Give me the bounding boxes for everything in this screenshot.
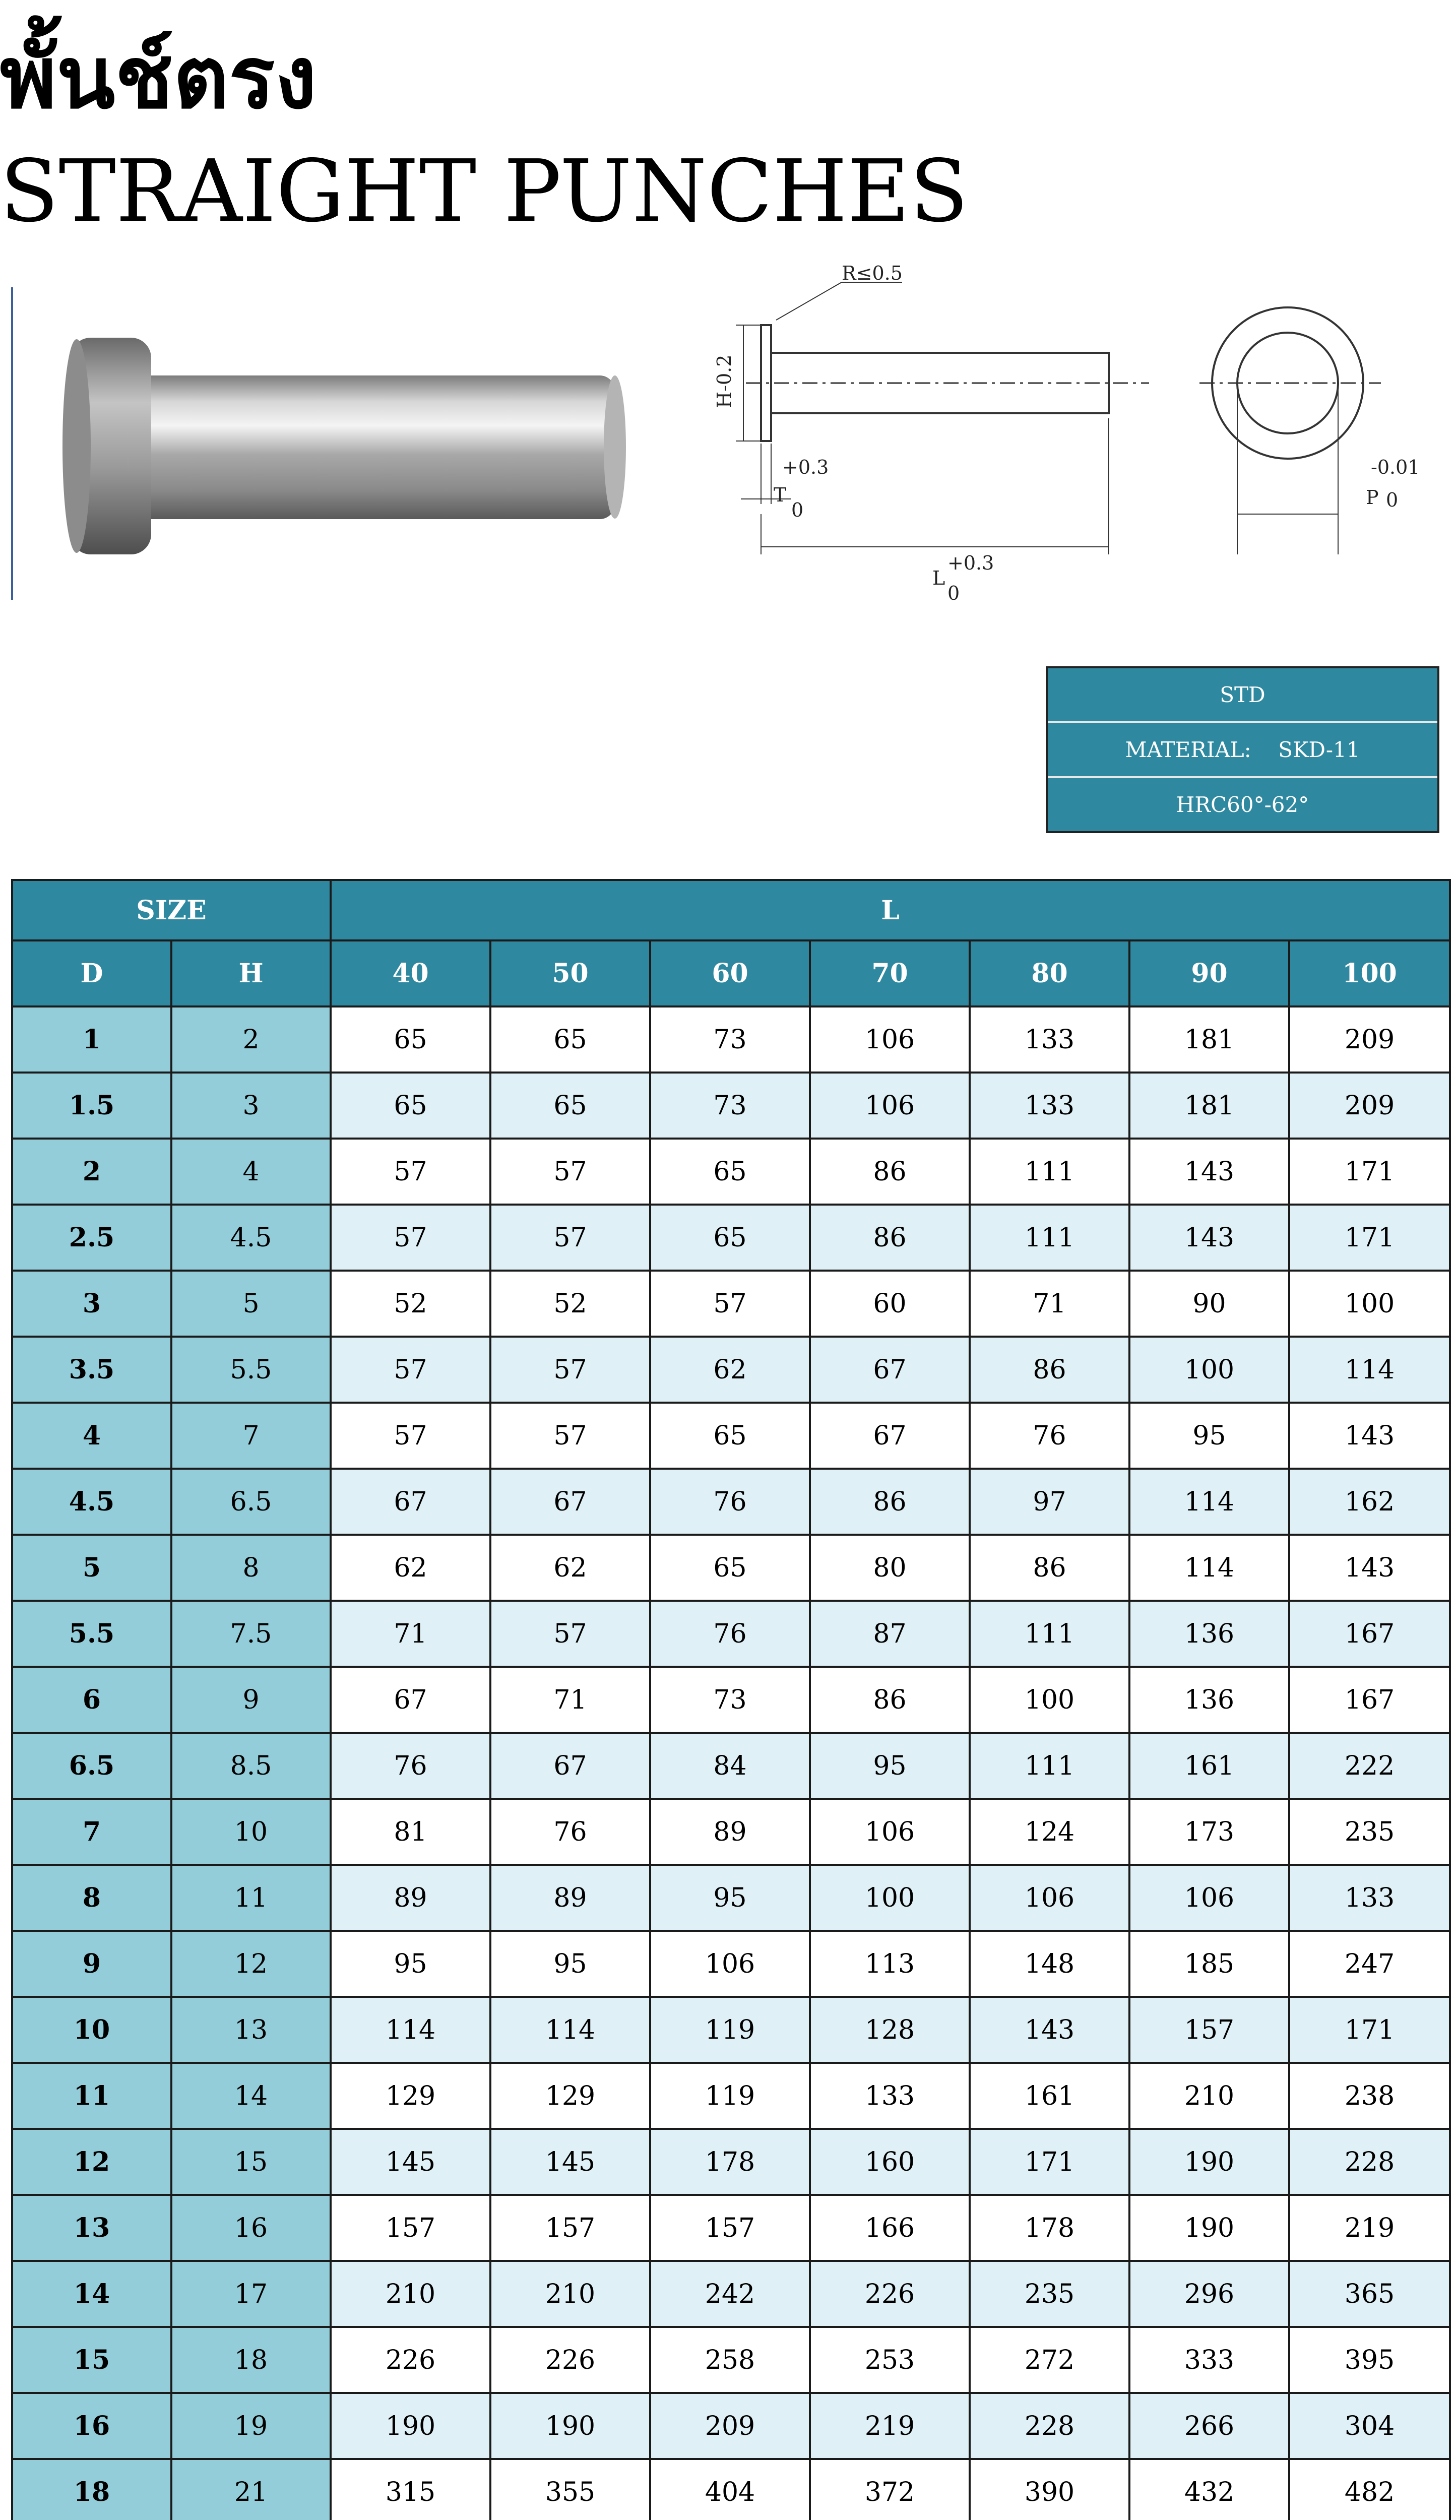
h-header: H	[171, 940, 331, 1006]
punch-photo	[55, 328, 630, 564]
price-cell: 114	[1289, 1337, 1450, 1403]
price-cell: 136	[1129, 1667, 1289, 1733]
price-cell: 87	[810, 1601, 970, 1667]
price-cell: 106	[810, 1799, 970, 1865]
table-row	[12, 2129, 1450, 2195]
price-cell: 95	[490, 1931, 650, 1997]
price-cell: 258	[650, 2327, 810, 2393]
price-cell: 238	[1289, 2063, 1450, 2129]
drawing-radius-label: R≤0.5	[842, 262, 903, 284]
drawing-t-tol-upper: +0.3	[782, 456, 829, 478]
diameter-cell: 10	[12, 1997, 171, 2063]
price-cell: 145	[331, 2129, 490, 2195]
price-cell: 266	[1129, 2393, 1289, 2459]
head-height-cell: 15	[171, 2129, 331, 2195]
diameter-cell: 11	[12, 2063, 171, 2129]
price-cell: 133	[970, 1006, 1129, 1073]
table-row	[12, 1931, 1450, 1997]
price-cell: 57	[331, 1139, 490, 1205]
price-cell: 97	[970, 1469, 1129, 1535]
head-height-cell: 3	[171, 1073, 331, 1139]
price-cell: 86	[810, 1469, 970, 1535]
table-row	[12, 1799, 1450, 1865]
drawing-h-label: H-0.2	[713, 354, 735, 408]
page-title-thai: พั้นช์ตรง	[0, 28, 317, 128]
diameter-cell: 1.5	[12, 1073, 171, 1139]
table-row	[12, 1205, 1450, 1271]
table-row	[12, 1139, 1450, 1205]
price-cell: 365	[1289, 2261, 1450, 2327]
price-cell: 160	[810, 2129, 970, 2195]
price-cell: 185	[1129, 1931, 1289, 1997]
price-cell: 86	[970, 1535, 1129, 1601]
price-cell: 62	[650, 1337, 810, 1403]
price-cell: 84	[650, 1733, 810, 1799]
diameter-cell: 5	[12, 1535, 171, 1601]
price-cell: 106	[810, 1073, 970, 1139]
head-height-cell: 8.5	[171, 1733, 331, 1799]
price-cell: 76	[970, 1403, 1129, 1469]
diameter-cell: 8	[12, 1865, 171, 1931]
price-cell: 190	[490, 2393, 650, 2459]
diameter-cell: 15	[12, 2327, 171, 2393]
price-cell: 52	[331, 1271, 490, 1337]
price-cell: 67	[331, 1469, 490, 1535]
price-cell: 89	[331, 1865, 490, 1931]
drawing-l-label: L	[932, 567, 945, 589]
price-cell: 133	[970, 1073, 1129, 1139]
price-cell: 111	[970, 1139, 1129, 1205]
table-row	[12, 1733, 1450, 1799]
price-cell: 129	[331, 2063, 490, 2129]
price-cell: 167	[1289, 1601, 1450, 1667]
head-height-cell: 19	[171, 2393, 331, 2459]
price-cell: 219	[1289, 2195, 1450, 2261]
price-cell: 57	[490, 1139, 650, 1205]
price-cell: 119	[650, 2063, 810, 2129]
price-cell: 136	[1129, 1601, 1289, 1667]
diameter-cell: 6	[12, 1667, 171, 1733]
price-cell: 67	[810, 1403, 970, 1469]
price-cell: 67	[490, 1733, 650, 1799]
price-cell: 133	[1289, 1865, 1450, 1931]
price-cell: 95	[810, 1733, 970, 1799]
price-cell: 57	[331, 1205, 490, 1271]
table-row	[12, 1865, 1450, 1931]
price-cell: 173	[1129, 1799, 1289, 1865]
size-header: SIZE	[12, 880, 331, 940]
price-cell: 171	[970, 2129, 1129, 2195]
price-cell: 65	[650, 1403, 810, 1469]
diameter-cell: 12	[12, 2129, 171, 2195]
price-cell: 106	[810, 1006, 970, 1073]
price-cell: 86	[810, 1139, 970, 1205]
table-row	[12, 2195, 1450, 2261]
price-cell: 133	[810, 2063, 970, 2129]
head-height-cell: 8	[171, 1535, 331, 1601]
price-cell: 65	[331, 1006, 490, 1073]
head-height-cell: 11	[171, 1865, 331, 1931]
drawing-p-tol-lower: 0	[1386, 489, 1399, 511]
material-label: MATERIAL: SKD-11	[1048, 723, 1437, 778]
price-cell: 81	[331, 1799, 490, 1865]
diameter-cell: 5.5	[12, 1601, 171, 1667]
price-cell: 161	[1129, 1733, 1289, 1799]
price-cell: 76	[650, 1601, 810, 1667]
price-cell: 71	[970, 1271, 1129, 1337]
table-row	[12, 1601, 1450, 1667]
price-cell: 157	[650, 2195, 810, 2261]
head-height-cell: 6.5	[171, 1469, 331, 1535]
price-cell: 209	[1289, 1073, 1450, 1139]
diameter-cell: 3	[12, 1271, 171, 1337]
price-cell: 210	[1129, 2063, 1289, 2129]
price-cell: 190	[331, 2393, 490, 2459]
diameter-cell: 4	[12, 1403, 171, 1469]
diameter-cell: 7	[12, 1799, 171, 1865]
head-height-cell: 12	[171, 1931, 331, 1997]
head-height-cell: 14	[171, 2063, 331, 2129]
price-cell: 395	[1289, 2327, 1450, 2393]
price-cell: 111	[970, 1205, 1129, 1271]
price-cell: 67	[331, 1667, 490, 1733]
hardness-label: HRC60°-62°	[1176, 792, 1309, 817]
price-cell: 114	[1129, 1469, 1289, 1535]
price-cell: 62	[331, 1535, 490, 1601]
diameter-cell: 3.5	[12, 1337, 171, 1403]
price-cell: 145	[490, 2129, 650, 2195]
price-cell: 129	[490, 2063, 650, 2129]
price-cell: 128	[810, 1997, 970, 2063]
price-cell: 65	[650, 1139, 810, 1205]
table-row	[12, 1403, 1450, 1469]
price-cell: 73	[650, 1667, 810, 1733]
length-column-header: 40	[331, 940, 490, 1006]
table-row	[12, 1337, 1450, 1403]
price-cell: 157	[1129, 1997, 1289, 2063]
price-cell: 226	[331, 2327, 490, 2393]
head-height-cell: 2	[171, 1006, 331, 1073]
price-cell: 67	[810, 1337, 970, 1403]
diameter-cell: 2.5	[12, 1205, 171, 1271]
head-height-cell: 5.5	[171, 1337, 331, 1403]
page-title-english: STRAIGHT PUNCHES	[0, 142, 969, 241]
price-cell: 390	[970, 2459, 1129, 2520]
price-cell: 124	[970, 1799, 1129, 1865]
drawing-t-label: T	[774, 484, 787, 506]
diameter-cell: 18	[12, 2459, 171, 2520]
head-height-cell: 21	[171, 2459, 331, 2520]
length-column-header: 80	[970, 940, 1129, 1006]
head-height-cell: 18	[171, 2327, 331, 2393]
price-cell: 222	[1289, 1733, 1450, 1799]
price-cell: 178	[650, 2129, 810, 2195]
price-cell: 89	[650, 1799, 810, 1865]
price-cell: 73	[650, 1073, 810, 1139]
material-spec-box	[1046, 666, 1439, 833]
price-cell: 86	[810, 1205, 970, 1271]
price-cell: 86	[970, 1337, 1129, 1403]
price-cell: 100	[1129, 1337, 1289, 1403]
price-cell: 482	[1289, 2459, 1450, 2520]
price-cell: 209	[1289, 1006, 1450, 1073]
drawing-t-tol-lower: 0	[791, 499, 804, 521]
price-cell: 228	[1289, 2129, 1450, 2195]
table-row	[12, 2063, 1450, 2129]
price-cell: 114	[331, 1997, 490, 2063]
table-row	[12, 1997, 1450, 2063]
price-cell: 57	[331, 1337, 490, 1403]
price-cell: 167	[1289, 1667, 1450, 1733]
price-cell: 148	[970, 1931, 1129, 1997]
price-cell: 143	[970, 1997, 1129, 2063]
price-cell: 157	[331, 2195, 490, 2261]
technical-drawing	[713, 262, 1441, 635]
price-cell: 106	[650, 1931, 810, 1997]
table-row	[12, 1469, 1450, 1535]
head-height-cell: 13	[171, 1997, 331, 2063]
head-height-cell: 16	[171, 2195, 331, 2261]
d-header: D	[12, 940, 171, 1006]
diameter-cell: 13	[12, 2195, 171, 2261]
price-cell: 95	[1129, 1403, 1289, 1469]
price-cell: 190	[1129, 2195, 1289, 2261]
price-cell: 210	[490, 2261, 650, 2327]
diameter-cell: 4.5	[12, 1469, 171, 1535]
head-height-cell: 17	[171, 2261, 331, 2327]
price-cell: 106	[970, 1865, 1129, 1931]
price-cell: 404	[650, 2459, 810, 2520]
price-cell: 226	[490, 2327, 650, 2393]
diameter-cell: 14	[12, 2261, 171, 2327]
length-header: L	[331, 880, 1450, 940]
drawing-l-tol-lower: 0	[947, 582, 960, 604]
length-column-header: 50	[490, 940, 650, 1006]
price-cell: 171	[1289, 1997, 1450, 2063]
decorative-divider	[11, 287, 13, 600]
diameter-cell: 6.5	[12, 1733, 171, 1799]
price-table	[11, 879, 1451, 2520]
price-cell: 65	[650, 1535, 810, 1601]
price-cell: 171	[1289, 1205, 1450, 1271]
table-row	[12, 1667, 1450, 1733]
price-cell: 143	[1289, 1403, 1450, 1469]
price-cell: 210	[331, 2261, 490, 2327]
price-cell: 57	[490, 1337, 650, 1403]
price-cell: 181	[1129, 1006, 1289, 1073]
price-cell: 100	[970, 1667, 1129, 1733]
price-cell: 355	[490, 2459, 650, 2520]
drawing-l-tol-upper: +0.3	[947, 552, 994, 574]
price-cell: 119	[650, 1997, 810, 2063]
price-cell: 95	[331, 1931, 490, 1997]
price-cell: 315	[331, 2459, 490, 2520]
price-cell: 333	[1129, 2327, 1289, 2393]
price-cell: 242	[650, 2261, 810, 2327]
price-cell: 209	[650, 2393, 810, 2459]
price-cell: 178	[970, 2195, 1129, 2261]
price-cell: 62	[490, 1535, 650, 1601]
price-cell: 57	[331, 1403, 490, 1469]
price-cell: 253	[810, 2327, 970, 2393]
price-cell: 57	[650, 1271, 810, 1337]
head-height-cell: 7.5	[171, 1601, 331, 1667]
length-column-header: 60	[650, 940, 810, 1006]
table-row	[12, 2261, 1450, 2327]
price-cell: 76	[490, 1799, 650, 1865]
price-cell: 65	[490, 1006, 650, 1073]
price-cell: 52	[490, 1271, 650, 1337]
price-cell: 296	[1129, 2261, 1289, 2327]
price-cell: 73	[650, 1006, 810, 1073]
price-cell: 65	[490, 1073, 650, 1139]
table-row	[12, 2459, 1450, 2520]
drawing-p-tol-upper: -0.01	[1371, 456, 1420, 478]
price-cell: 100	[1289, 1271, 1450, 1337]
price-cell: 219	[810, 2393, 970, 2459]
head-height-cell: 10	[171, 1799, 331, 1865]
price-cell: 86	[810, 1667, 970, 1733]
price-cell: 181	[1129, 1073, 1289, 1139]
price-cell: 89	[490, 1865, 650, 1931]
head-height-cell: 5	[171, 1271, 331, 1337]
drawing-p-label: P	[1366, 486, 1379, 509]
head-height-cell: 4.5	[171, 1205, 331, 1271]
head-height-cell: 4	[171, 1139, 331, 1205]
length-column-header: 100	[1289, 940, 1450, 1006]
table-row	[12, 1535, 1450, 1601]
head-height-cell: 7	[171, 1403, 331, 1469]
price-cell: 57	[490, 1403, 650, 1469]
price-cell: 113	[810, 1931, 970, 1997]
diameter-cell: 9	[12, 1931, 171, 1997]
price-cell: 247	[1289, 1931, 1450, 1997]
price-cell: 272	[970, 2327, 1129, 2393]
price-cell: 114	[1129, 1535, 1289, 1601]
price-cell: 71	[490, 1667, 650, 1733]
price-cell: 71	[331, 1601, 490, 1667]
length-column-header: 90	[1129, 940, 1289, 1006]
price-cell: 228	[970, 2393, 1129, 2459]
price-cell: 226	[810, 2261, 970, 2327]
head-height-cell: 9	[171, 1667, 331, 1733]
price-cell: 171	[1289, 1139, 1450, 1205]
price-cell: 111	[970, 1733, 1129, 1799]
price-cell: 372	[810, 2459, 970, 2520]
price-cell: 143	[1289, 1535, 1450, 1601]
table-row	[12, 1073, 1450, 1139]
diameter-cell: 1	[12, 1006, 171, 1073]
price-cell: 76	[331, 1733, 490, 1799]
price-cell: 166	[810, 2195, 970, 2261]
price-cell: 432	[1129, 2459, 1289, 2520]
price-cell: 304	[1289, 2393, 1450, 2459]
table-row	[12, 2393, 1450, 2459]
price-cell: 161	[970, 2063, 1129, 2129]
price-cell: 162	[1289, 1469, 1450, 1535]
price-cell: 65	[650, 1205, 810, 1271]
price-cell: 100	[810, 1865, 970, 1931]
price-cell: 235	[970, 2261, 1129, 2327]
length-column-header: 70	[810, 940, 970, 1006]
price-cell: 106	[1129, 1865, 1289, 1931]
diameter-cell: 2	[12, 1139, 171, 1205]
price-cell: 235	[1289, 1799, 1450, 1865]
price-cell: 57	[490, 1205, 650, 1271]
price-cell: 65	[331, 1073, 490, 1139]
price-cell: 76	[650, 1469, 810, 1535]
price-cell: 143	[1129, 1139, 1289, 1205]
price-cell: 95	[650, 1865, 810, 1931]
price-cell: 90	[1129, 1271, 1289, 1337]
diameter-cell: 16	[12, 2393, 171, 2459]
price-cell: 143	[1129, 1205, 1289, 1271]
price-cell: 67	[490, 1469, 650, 1535]
price-cell: 57	[490, 1601, 650, 1667]
std-label: STD	[1048, 668, 1437, 723]
price-cell: 80	[810, 1535, 970, 1601]
price-cell: 111	[970, 1601, 1129, 1667]
table-row	[12, 1271, 1450, 1337]
price-cell: 60	[810, 1271, 970, 1337]
price-cell: 190	[1129, 2129, 1289, 2195]
table-row	[12, 1006, 1450, 1073]
price-cell: 157	[490, 2195, 650, 2261]
table-row	[12, 2327, 1450, 2393]
price-cell: 114	[490, 1997, 650, 2063]
